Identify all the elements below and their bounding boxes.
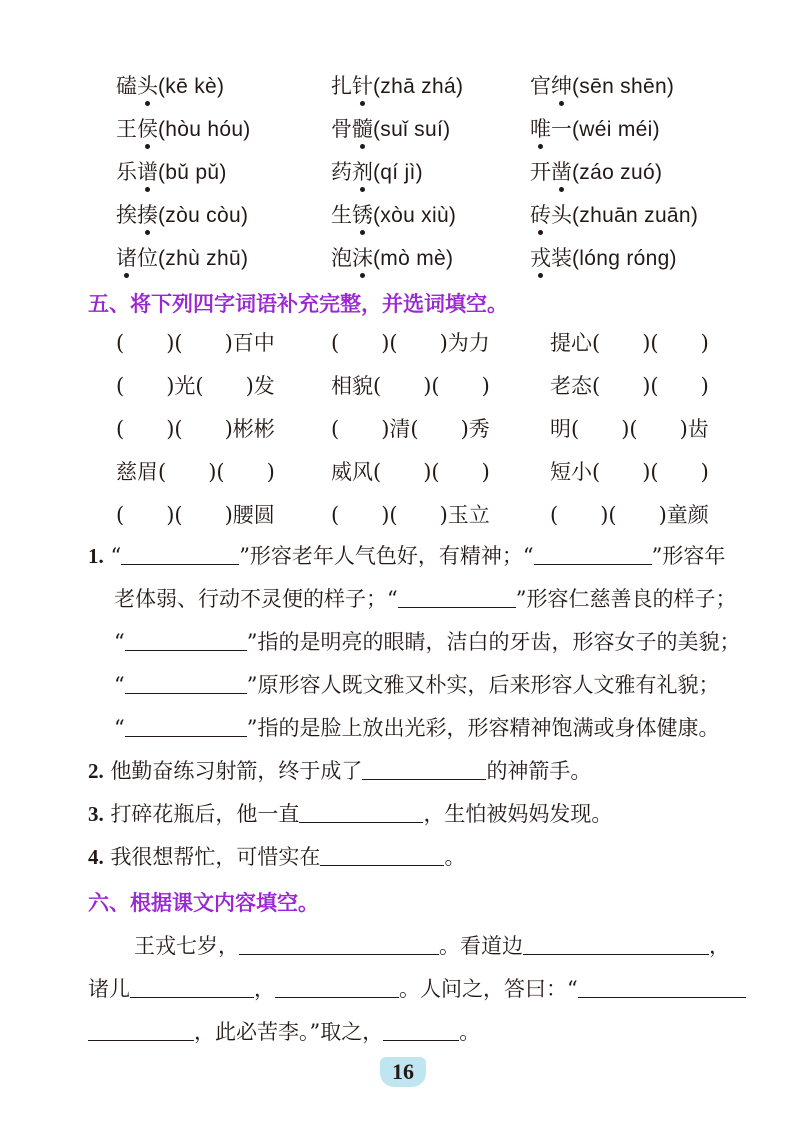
pinyin-options[interactable]: (zhā zhá) bbox=[373, 75, 464, 98]
pinyin-item bbox=[530, 119, 660, 140]
quote-mark: “ bbox=[110, 544, 122, 568]
passage-text: ，此必苦李。”取之， bbox=[194, 1020, 384, 1044]
dotted-char: 沫 bbox=[352, 246, 373, 270]
question-text: ”形容年 bbox=[651, 544, 726, 568]
answer-blank[interactable] bbox=[275, 979, 399, 998]
word-char: 王 bbox=[116, 117, 137, 141]
pinyin-item bbox=[116, 162, 227, 183]
answer-blank[interactable] bbox=[320, 847, 444, 866]
question-text: 我很想帮忙，可惜实在 bbox=[110, 845, 321, 869]
idiom-blank[interactable]: ( )( )童颜 bbox=[550, 503, 709, 527]
answer-blank[interactable] bbox=[523, 936, 709, 955]
answer-blank[interactable] bbox=[88, 1022, 194, 1041]
section-6-line-3 bbox=[88, 1022, 480, 1043]
pinyin-options[interactable]: (mò mè) bbox=[373, 247, 454, 270]
pinyin-item bbox=[530, 205, 698, 226]
word-char: 头 bbox=[551, 203, 572, 227]
idiom-blank[interactable]: 明( )( )齿 bbox=[550, 417, 709, 441]
quote-mark: “ bbox=[114, 673, 125, 697]
idiom-blank[interactable]: ( )( )玉立 bbox=[331, 503, 490, 527]
answer-blank[interactable] bbox=[398, 589, 516, 608]
dotted-char: 戎 bbox=[530, 246, 551, 270]
pinyin-options[interactable]: (kē kè) bbox=[158, 75, 225, 98]
pinyin-item bbox=[331, 119, 450, 140]
quote-mark: “ bbox=[114, 630, 125, 654]
question-1-line-5 bbox=[114, 718, 719, 739]
pinyin-item bbox=[116, 119, 251, 140]
word-char: 位 bbox=[137, 246, 158, 270]
pinyin-item bbox=[331, 162, 423, 183]
idiom-blank[interactable]: 相貌( )( ) bbox=[331, 374, 490, 398]
idiom-blank[interactable]: ( )( )百中 bbox=[116, 331, 275, 355]
idiom-blank[interactable]: 提心( )( ) bbox=[550, 331, 709, 355]
pinyin-options[interactable]: (zòu còu) bbox=[158, 204, 249, 227]
word-char: 骨 bbox=[331, 117, 352, 141]
pinyin-options[interactable]: (wéi méi) bbox=[572, 118, 660, 141]
dotted-char: 侯 bbox=[137, 117, 158, 141]
pinyin-item bbox=[530, 162, 662, 183]
question-text: ”原形容人既文雅又朴实，后来形容人文雅有礼貌； bbox=[246, 673, 720, 697]
pinyin-item bbox=[116, 205, 248, 226]
question-text: 他勤奋练习射箭，终于成了 bbox=[110, 759, 363, 783]
page-number-badge bbox=[380, 1057, 426, 1087]
pinyin-item bbox=[331, 205, 456, 226]
answer-blank[interactable] bbox=[534, 546, 652, 565]
dotted-char: 揍 bbox=[137, 203, 158, 227]
pinyin-item bbox=[116, 248, 248, 269]
dotted-char: 剂 bbox=[352, 160, 373, 184]
idiom-blank[interactable]: 威风( )( ) bbox=[331, 460, 490, 484]
dotted-char: 绅 bbox=[551, 74, 572, 98]
dotted-char: 锈 bbox=[352, 203, 373, 227]
pinyin-item bbox=[331, 76, 463, 97]
dotted-char: 凿 bbox=[551, 160, 572, 184]
question-number: 3. bbox=[88, 802, 104, 826]
question-1-line-3 bbox=[114, 632, 740, 653]
idiom-blank[interactable]: 老态( )( ) bbox=[550, 374, 709, 398]
pinyin-item bbox=[331, 248, 453, 269]
word-char: 磕 bbox=[116, 74, 137, 98]
pinyin-options[interactable]: (sēn shēn) bbox=[572, 75, 675, 98]
idiom-blank[interactable]: ( )( )为力 bbox=[331, 331, 490, 355]
quote-mark: “ bbox=[114, 716, 125, 740]
word-char: 装 bbox=[551, 246, 572, 270]
idiom-blank[interactable]: ( )( )腰圆 bbox=[116, 503, 275, 527]
question-text: 打碎花瓶后，他一直 bbox=[110, 802, 300, 826]
section-6-line-2 bbox=[88, 979, 746, 1000]
pinyin-options[interactable]: (lóng róng) bbox=[572, 247, 677, 270]
idiom-blank[interactable]: ( )( )彬彬 bbox=[116, 417, 275, 441]
pinyin-options[interactable]: (qí jì) bbox=[373, 161, 423, 184]
question-text: ，生怕被妈妈发现。 bbox=[423, 802, 613, 826]
word-char: 一 bbox=[551, 117, 572, 141]
answer-blank[interactable] bbox=[362, 761, 486, 780]
question-4 bbox=[88, 847, 465, 868]
pinyin-item bbox=[530, 76, 674, 97]
answer-blank[interactable] bbox=[125, 718, 247, 737]
section-6-line-1 bbox=[134, 936, 730, 957]
word-char: 挨 bbox=[116, 203, 137, 227]
question-2 bbox=[88, 761, 591, 782]
word-char: 官 bbox=[530, 74, 551, 98]
dotted-char: 谱 bbox=[137, 160, 158, 184]
dotted-char: 髓 bbox=[352, 117, 373, 141]
pinyin-options[interactable]: (zhuān zuān) bbox=[572, 204, 699, 227]
word-char: 泡 bbox=[331, 246, 352, 270]
answer-blank[interactable] bbox=[383, 1022, 459, 1041]
question-text: ”形容仁慈善良的样子； bbox=[515, 587, 737, 611]
question-1-line-4 bbox=[114, 675, 719, 696]
dotted-char: 唯 bbox=[530, 117, 551, 141]
dotted-char: 针 bbox=[352, 74, 373, 98]
pinyin-item bbox=[116, 76, 224, 97]
dotted-char: 砖 bbox=[530, 203, 551, 227]
answer-blank[interactable] bbox=[299, 804, 423, 823]
question-text: 。 bbox=[444, 845, 466, 869]
pinyin-options[interactable]: (zhù zhū) bbox=[158, 247, 249, 270]
pinyin-options[interactable]: (xòu xiù) bbox=[373, 204, 457, 227]
pinyin-options[interactable]: (bǔ pǔ) bbox=[158, 161, 227, 184]
answer-blank[interactable] bbox=[121, 546, 239, 565]
passage-text: 。 bbox=[459, 1020, 481, 1044]
pinyin-options[interactable]: (suǐ suí) bbox=[373, 118, 451, 141]
pinyin-item bbox=[530, 248, 677, 269]
word-char: 药 bbox=[331, 160, 352, 184]
pinyin-options[interactable]: (záo zuó) bbox=[572, 161, 663, 184]
passage-text: 。人问之，答曰：“ bbox=[399, 977, 578, 1001]
question-1-line-2 bbox=[114, 589, 737, 610]
question-number: 2. bbox=[88, 759, 104, 783]
dotted-char: 头 bbox=[137, 74, 158, 98]
page-number: 16 bbox=[392, 1059, 414, 1084]
section-6-title: 六、根据课文内容填空。 bbox=[88, 891, 319, 915]
answer-blank[interactable] bbox=[125, 675, 247, 694]
idiom-blank[interactable]: ( )光( )发 bbox=[116, 374, 275, 398]
question-1-line-1 bbox=[88, 546, 725, 567]
answer-blank[interactable] bbox=[578, 979, 746, 998]
question-number: 4. bbox=[88, 845, 104, 869]
question-text: 的神箭手。 bbox=[486, 759, 592, 783]
passage-text: ， bbox=[254, 977, 275, 1001]
question-text: 老体弱、行动不灵便的样子；“ bbox=[114, 587, 398, 611]
passage-text: ， bbox=[709, 934, 730, 958]
idiom-blank[interactable]: 短小( )( ) bbox=[550, 460, 709, 484]
question-text: ”形容老年人气色好，有精神；“ bbox=[239, 544, 534, 568]
pinyin-options[interactable]: (hòu hóu) bbox=[158, 118, 251, 141]
passage-text: 王戎七岁， bbox=[134, 934, 239, 958]
passage-text: 。看道边 bbox=[439, 934, 523, 958]
answer-blank[interactable] bbox=[130, 979, 254, 998]
idiom-blank[interactable]: 慈眉( )( ) bbox=[116, 460, 275, 484]
answer-blank[interactable] bbox=[239, 936, 439, 955]
question-text: ”指的是明亮的眼睛，洁白的牙齿，形容女子的美貌； bbox=[246, 630, 741, 654]
word-char: 开 bbox=[530, 160, 551, 184]
section-5-title: 五、将下列四字词语补充完整，并选词填空。 bbox=[88, 292, 508, 316]
passage-text: 诸儿 bbox=[88, 977, 130, 1001]
idiom-blank[interactable]: ( )清( )秀 bbox=[331, 417, 490, 441]
word-char: 扎 bbox=[331, 74, 352, 98]
answer-blank[interactable] bbox=[125, 632, 247, 651]
question-3 bbox=[88, 804, 612, 825]
question-number: 1. bbox=[88, 544, 104, 568]
question-text: ”指的是脸上放出光彩，形容精神饱满或身体健康。 bbox=[246, 716, 720, 740]
dotted-char: 诸 bbox=[116, 246, 137, 270]
word-char: 乐 bbox=[116, 160, 137, 184]
word-char: 生 bbox=[331, 203, 352, 227]
